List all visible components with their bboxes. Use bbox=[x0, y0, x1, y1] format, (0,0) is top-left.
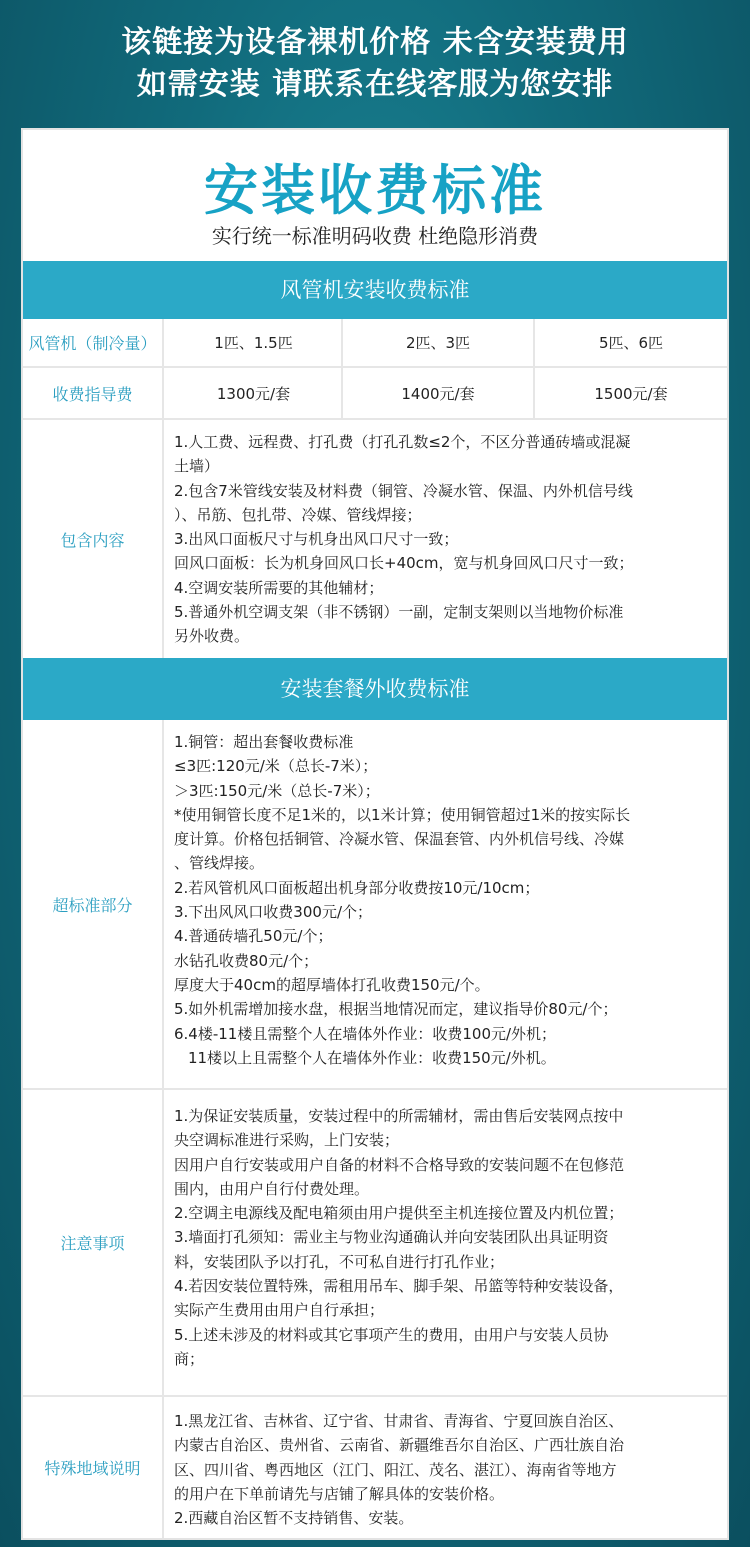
text-line: 5.普通外机空调支架（非不锈钢）一副，定制支架则以当地物价标准 bbox=[174, 603, 624, 622]
notes-row bbox=[23, 1090, 727, 1397]
text-line: 2.包含7米管线安装及材料费（铜管、冷凝水管、保温、内外机信号线 bbox=[174, 481, 633, 500]
text-line: 3.墙面打孔须知：需业主与物业沟通确认并向安装团队出具证明资 bbox=[174, 1228, 609, 1247]
price-cell: 1500元/套 bbox=[594, 384, 668, 403]
price-cell: 1400元/套 bbox=[343, 368, 535, 418]
price-row bbox=[23, 368, 727, 420]
capacity-row bbox=[23, 319, 727, 368]
extra-row bbox=[23, 720, 727, 1090]
text-line: ）、吊筋、包扎带、冷媒、管线焊接； bbox=[174, 505, 422, 524]
text-line: 1.为保证安装质量，安装过程中的所需辅材，需由售后安装网点按中 bbox=[174, 1107, 624, 1125]
banner-line-2: 如需安装 请联系在线客服为您安排 bbox=[136, 67, 614, 102]
text-line: *使用铜管长度不足1米的，以1米计算；使用铜管超过1米的按实际长 bbox=[174, 805, 631, 824]
price-cell: 1300元/套 bbox=[166, 368, 343, 418]
region-row bbox=[23, 1397, 727, 1538]
text-line: 因用户自行安装或用户自备的材料不合格导致的安装问题不在包修范 bbox=[174, 1155, 625, 1174]
fee-standard-card bbox=[21, 128, 729, 1540]
text-line: 度计算。价格包括铜管、冷凝水管、保温套管、内外机信号线、冷媒 bbox=[174, 830, 625, 849]
text-line: 实际产生费用由用户自行承担； bbox=[174, 1301, 385, 1320]
text-line: 1.人工费、远程费、打孔费（打孔孔数≤2个，不区分普通砖墙或混凝 bbox=[174, 433, 631, 451]
banner-line-1: 该链接为设备裸机价格 未含安装费用 bbox=[121, 25, 629, 60]
text-line: 、管线焊接。 bbox=[174, 854, 265, 873]
capacity-cell: 2匹、3匹 bbox=[343, 319, 535, 366]
included-row bbox=[23, 420, 727, 658]
top-banner bbox=[0, 0, 750, 124]
text-line: 料，安装团队予以打孔，不可私自进行打孔作业； bbox=[174, 1252, 505, 1271]
text-line: 11楼以上且需整个人在墙体外作业：收费150元/外机。 bbox=[188, 1048, 556, 1067]
included-content bbox=[166, 420, 727, 658]
text-line: 6.4楼-11楼且需整个人在墙体外作业：收费100元/外机； bbox=[174, 1024, 557, 1043]
extra-content bbox=[166, 720, 727, 1088]
text-line: 回风口面板：长为机身回风口长+40cm，宽与机身回风口尺寸一致； bbox=[174, 554, 634, 573]
text-line: 4.空调安装所需要的其他辅材； bbox=[174, 578, 384, 597]
text-line: 土墙） bbox=[174, 457, 220, 476]
region-row-label: 特殊地域说明 bbox=[23, 1397, 164, 1538]
notes-row-label: 注意事项 bbox=[23, 1090, 164, 1395]
text-line: 商； bbox=[174, 1349, 205, 1368]
text-line: 4.普通砖墙孔50元/个； bbox=[174, 927, 333, 946]
page-subtitle: 实行统一标准明码收费 杜绝隐形消费 bbox=[211, 224, 539, 248]
text-line: 围内，由用户自行付费处理。 bbox=[174, 1179, 370, 1198]
text-line: 3.出风口面板尺寸与机身出风口尺寸一致； bbox=[174, 530, 459, 549]
text-line: 厚度大于40cm的超厚墙体打孔收费150元/个。 bbox=[174, 975, 490, 994]
text-line: 水钻孔收费80元/个； bbox=[174, 951, 319, 970]
extra-row-label: 超标准部分 bbox=[23, 720, 164, 1088]
text-line: 另外收费。 bbox=[174, 627, 250, 646]
text-line: 2.若风管机风口面板超出机身部分收费按10元/10cm； bbox=[174, 878, 540, 897]
capacity-cell: 5匹、6匹 bbox=[598, 334, 664, 352]
page-title: 安装收费标准 bbox=[204, 159, 546, 222]
text-line: ≤3匹:120元/米（总长-7米）； bbox=[174, 757, 378, 776]
region-content bbox=[166, 1397, 727, 1538]
text-line: 5.如外机需增加接水盘，根据当地情况而定，建议指导价80元/个； bbox=[174, 1000, 618, 1019]
included-row-label: 包含内容 bbox=[23, 420, 164, 658]
notes-content bbox=[166, 1090, 727, 1395]
text-line: 2.西藏自治区暂不支持销售、安装。 bbox=[174, 1509, 414, 1528]
text-line: 4.若因安装位置特殊，需租用吊车、脚手架、吊篮等特种安装设备， bbox=[174, 1277, 624, 1296]
text-line: 3.下出风风口收费300元/个； bbox=[174, 903, 372, 922]
section-header-duct-install: 风管机安装收费标准 bbox=[23, 261, 727, 319]
text-line: 1.黑龙江省、吉林省、辽宁省、甘肃省、青海省、宁夏回族自治区、 bbox=[174, 1412, 624, 1430]
text-line: 央空调标准进行采购，上门安装； bbox=[174, 1131, 400, 1150]
price-row-label: 收费指导费 bbox=[23, 368, 164, 418]
text-line: 1.铜管：超出套餐收费标准 bbox=[174, 733, 354, 751]
text-line: 区、四川省、粤西地区（江门、阳江、茂名、湛江）、海南省等地方 bbox=[174, 1460, 617, 1479]
capacity-cell: 1匹、1.5匹 bbox=[166, 319, 343, 366]
text-line: 5.上述未涉及的材料或其它事项产生的费用，由用户与安装人员协 bbox=[174, 1325, 609, 1344]
text-line: 的用户在下单前请先与店铺了解具体的安装价格。 bbox=[174, 1484, 505, 1503]
text-line: ＞3匹:150元/米（总长-7米）； bbox=[174, 781, 380, 800]
section-header-extra-fees: 安装套餐外收费标准 bbox=[23, 658, 727, 720]
capacity-row-label: 风管机（制冷量） bbox=[23, 319, 164, 366]
text-line: 内蒙古自治区、贵州省、云南省、新疆维吾尔自治区、广西壮族自治 bbox=[174, 1436, 625, 1455]
text-line: 2.空调主电源线及配电箱须由用户提供至主机连接位置及内机位置； bbox=[174, 1204, 624, 1223]
